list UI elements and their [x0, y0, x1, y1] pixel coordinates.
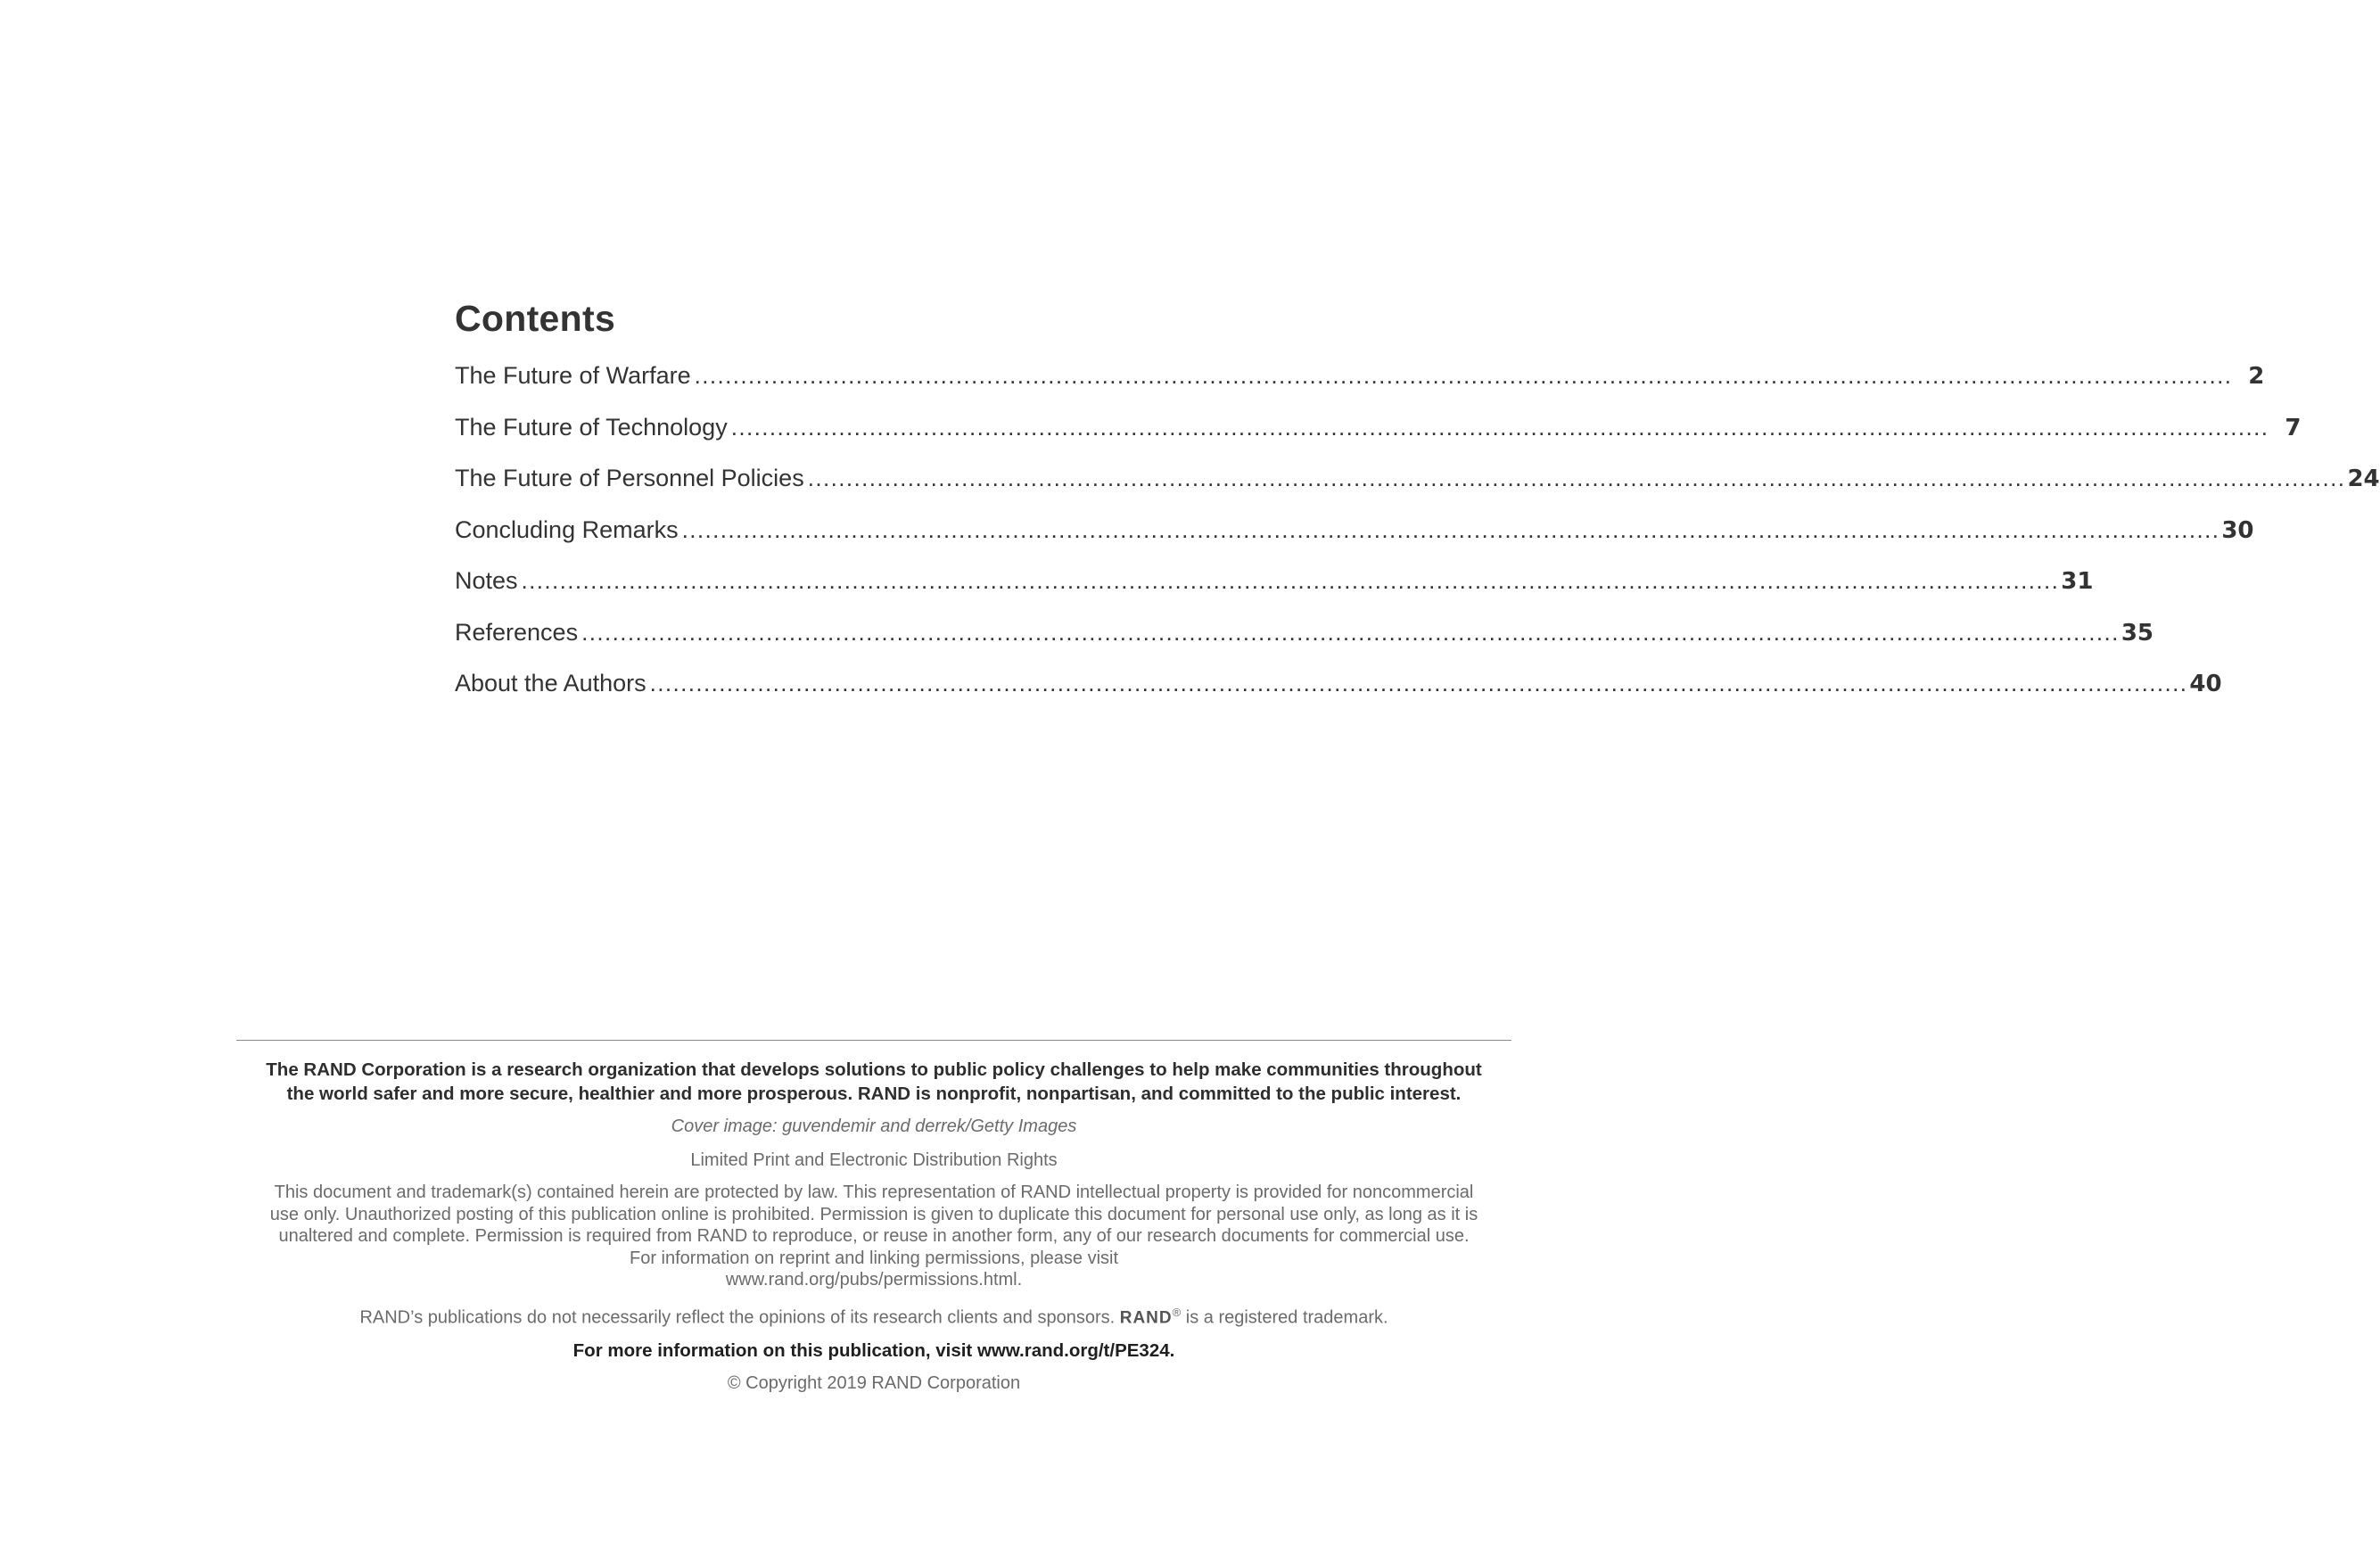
toc-entry-label: Notes — [455, 567, 518, 594]
rand-wordmark: RAND — [1119, 1308, 1173, 1328]
toc-leader-dots: ........................................................................................................................................................................................................ — [649, 670, 2188, 696]
toc-entry-label: The Future of Warfare — [455, 362, 691, 389]
contents-heading: Contents — [455, 298, 616, 339]
footer-divider — [236, 1040, 1511, 1041]
colophon — [230, 1058, 1518, 1396]
toc-entry-label: About the Authors — [455, 670, 646, 696]
toc-entry-references[interactable] — [455, 618, 2154, 671]
toc-entry-future-of-technology[interactable] — [455, 413, 2302, 466]
toc-leader-dots: ........................................................................................................................................................................................................ — [681, 515, 2220, 543]
disclaimer-text: is a registered trademark. — [1185, 1307, 1388, 1328]
disclaimer-text: RAND’s publications do not necessarily reflect the opinions of its research clients and sponsors. — [359, 1307, 1116, 1328]
permissions-link[interactable]: www.rand.org/pubs/permissions.html. — [725, 1270, 1023, 1290]
rights-line: For information on reprint and linking permissions, please visit — [629, 1248, 1119, 1268]
toc-entry-label: The Future of Technology — [455, 413, 728, 441]
mission-line: the world safer and more secure, healthier and more prosperous. RAND is nonprofit, nonpartisan, and committed to the public interest. — [286, 1084, 1462, 1104]
toc-leader-dots: ........................................................................................................................................................................................................ — [730, 413, 2269, 441]
toc-entry-label: References — [455, 618, 579, 646]
rights-line: unaltered and complete. Permission is required from RAND to reproduce, or reuse in another form, any of our research documents for commercial use. — [278, 1226, 1470, 1246]
more-info-link[interactable]: For more information on this publication, visit www.rand.org/t/PE324. — [572, 1340, 1175, 1362]
publication-disclaimer — [230, 1300, 1518, 1331]
toc-entry-label: The Future of Personnel Policies — [455, 465, 804, 491]
toc-leader-dots: ........................................................................................................................................................................................................ — [807, 465, 2346, 491]
distribution-rights-text — [230, 1182, 1518, 1291]
toc-page-number: 7 — [2285, 414, 2302, 441]
toc-page-number: 2 — [2248, 363, 2265, 390]
toc-entry-future-of-personnel-policies[interactable] — [455, 465, 2380, 516]
toc-entry-future-of-warfare[interactable] — [455, 362, 2265, 414]
toc-leader-dots: ........................................................................................................................................................................................................ — [694, 362, 2233, 389]
mission-line: The RAND Corporation is a research organization that develops solutions to public policy challenges to help make communities throughout — [266, 1059, 1482, 1080]
toc-leader-dots: ........................................................................................................................................................................................................ — [581, 618, 2120, 646]
toc-entry-notes[interactable] — [455, 567, 2094, 619]
toc-page-number: 35 — [2121, 619, 2154, 647]
distribution-rights-heading: Limited Print and Electronic Distribution Rights — [690, 1150, 1058, 1170]
toc-page-number: 24 — [2347, 466, 2380, 492]
toc-page-number: 30 — [2221, 516, 2254, 544]
toc-page-number: 40 — [2189, 671, 2222, 697]
registered-trademark-symbol: ® — [1172, 1305, 1182, 1319]
rights-line: This document and trademark(s) contained herein are protected by law. This representation of RAND intellectual property is provided for noncommercial — [274, 1183, 1474, 1202]
toc-entry-about-the-authors[interactable] — [455, 670, 2222, 721]
toc-entry-concluding-remarks[interactable] — [455, 515, 2254, 568]
toc-entry-label: Concluding Remarks — [455, 515, 679, 543]
toc-list — [455, 362, 2380, 721]
copyright-notice: © Copyright 2019 RAND Corporation — [727, 1373, 1021, 1394]
rights-line: use only. Unauthorized posting of this publication online is prohibited. Permission is given to duplicate this document for personal use only, as long as it is — [269, 1204, 1478, 1224]
table-of-contents — [455, 293, 2380, 721]
toc-leader-dots: ........................................................................................................................................................................................................ — [521, 567, 2060, 594]
cover-image-credit: Cover image: guvendemir and derrek/Getty Images — [671, 1117, 1077, 1136]
rand-mission-statement — [230, 1058, 1518, 1106]
toc-page-number: 31 — [2061, 568, 2094, 595]
